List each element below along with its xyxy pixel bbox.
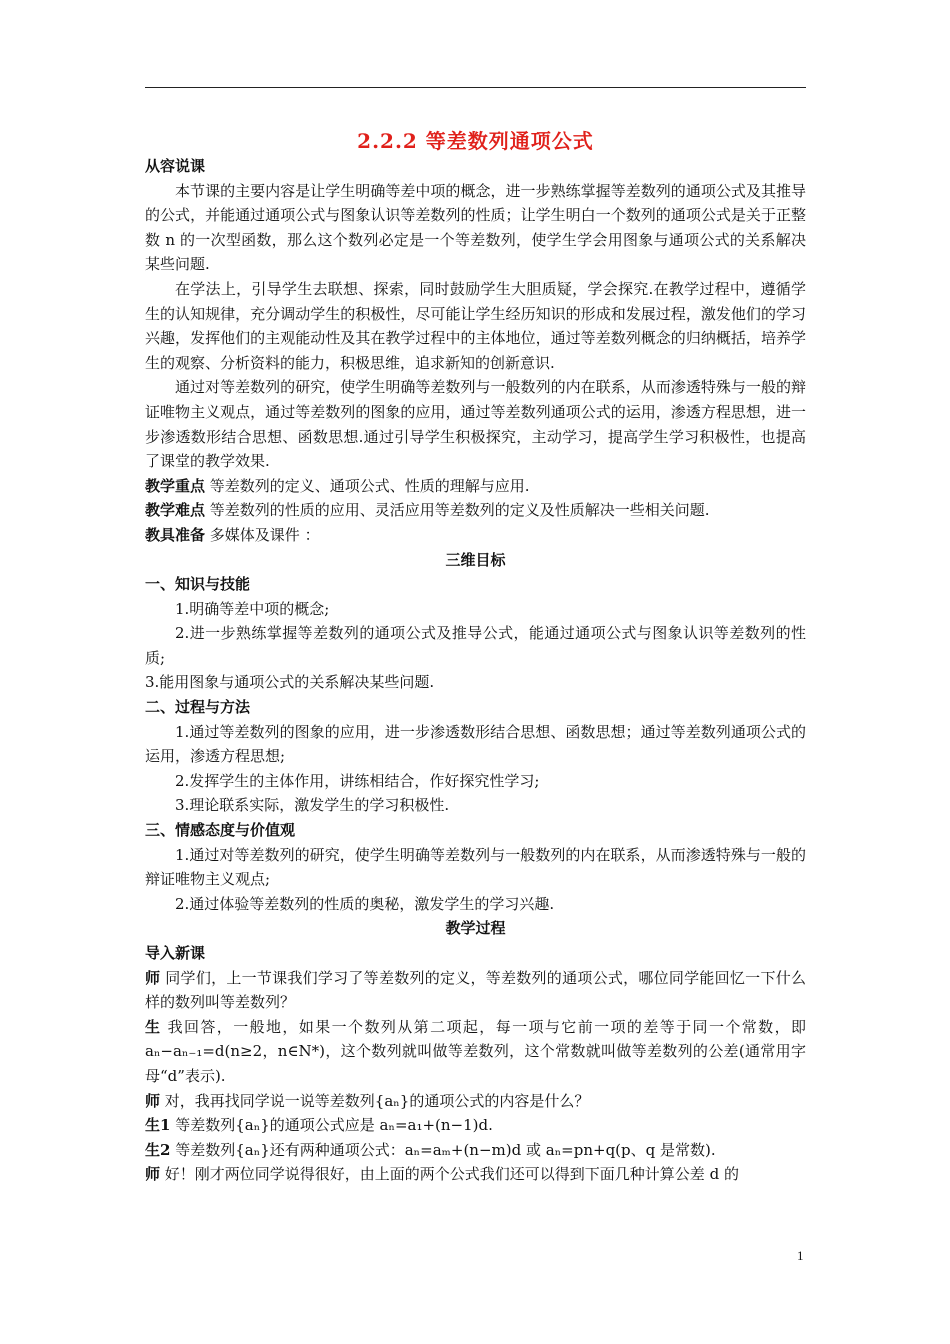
materials-text: 多媒体及课件 ： — [209, 525, 320, 544]
speaker: 生 — [145, 1017, 162, 1036]
utterance: 对，我再找同学说一说等差数列{aₙ}的通项公式的内容是什么？ — [164, 1091, 590, 1110]
utterance: 等差数列{aₙ}还有两种通项公式：aₙ=aₘ+(n−m)d 或 aₙ=pn+q(p、q 是常数). — [175, 1140, 716, 1159]
dialog-line — [145, 1138, 806, 1163]
process-heading: 教学过程 — [445, 919, 506, 938]
utterance: 我回答，一般地，如果一个数列从第二项起，每一项与它前一项的差等于同一个常数，即 aₙ−aₙ₋₁=d(n≥2，n∈N*)，这个数列就叫做等差数列，这个常数就叫做等差数列的公差(通常用字母“d”表示). — [145, 1017, 806, 1085]
goal-item: 3.能用图象与通项公式的关系解决某些问题. — [145, 673, 435, 692]
materials-label: 教具准备 — [145, 525, 206, 544]
intro-heading: 从容说课 — [145, 157, 206, 175]
materials — [145, 523, 806, 548]
page-number: 1 — [797, 1248, 804, 1263]
dialog-line — [145, 966, 806, 1015]
dialog-line — [145, 1089, 806, 1114]
difficulties-text: 等差数列的性质的应用、灵活应用等差数列的定义及性质解决一些相关问题. — [209, 501, 710, 520]
intro-paragraph: 在学法上，引导学生去联想、探索，同时鼓励学生大胆质疑，学会探究.在教学过程中，遵循学生的认知规律，充分调动学生的积极性，尽可能让学生经历知识的形成和发展过程，激发他们的学习兴趣，发挥他们的主观能动性及其在教学过程中的主体地位，通过等差数列概念的归纳概括，培养学生的观察、分析资料的能力，积极思维，追求新知的创新意识. — [145, 279, 806, 372]
speaker: 生1 — [145, 1116, 171, 1135]
utterance: 等差数列{aₙ}的通项公式应是 aₙ=a₁+(n−1)d. — [175, 1116, 493, 1135]
speaker: 师 — [145, 968, 161, 987]
goal-section-title: 二、过程与方法 — [145, 698, 251, 717]
difficulties-label: 教学难点 — [145, 501, 206, 520]
difficulties — [145, 498, 806, 523]
speaker: 师 — [145, 1165, 161, 1184]
key-points-text: 等差数列的定义、通项公式、性质的理解与应用. — [209, 476, 530, 495]
dialog-line — [145, 1015, 806, 1089]
key-points-label: 教学重点 — [145, 476, 206, 495]
header-rule — [145, 87, 806, 88]
goal-item: 1.通过等差数列的图象的应用，进一步渗透数形结合思想、函数思想；通过等差数列通项公式的运用，渗透方程思想; — [145, 722, 806, 766]
key-points — [145, 474, 806, 499]
goal-item: 2.进一步熟练掌握等差数列的通项公式及推导公式，能通过通项公式与图象认识等差数列的性质; — [145, 624, 806, 667]
goal-section-title: 三、情感态度与价值观 — [145, 821, 296, 840]
speaker: 生2 — [145, 1140, 171, 1159]
goal-item: 1.明确等差中项的概念; — [175, 599, 330, 618]
page-title: 2.2.2 等差数列通项公式 — [357, 129, 594, 153]
utterance: 同学们，上一节课我们学习了等差数列的定义，等差数列的通项公式，哪位同学能回忆一下什么样的数列叫等差数列？ — [145, 968, 806, 1012]
goals-heading: 三维目标 — [445, 550, 506, 569]
intro-paragraph: 通过对等差数列的研究，使学生明确等差数列与一般数列的内在联系，从而渗透特殊与一般的辩证唯物主义观点，通过等差数列的图象的应用，通过等差数列通项公式的运用，渗透方程思想，进一步渗透数形结合思想、函数思想.通过引导学生积极探究，主动学习，提高学生学习积极性，也提高了课堂的教学效果. — [145, 378, 806, 471]
dialog-line — [145, 1113, 806, 1138]
process-subheading: 导入新课 — [145, 944, 206, 962]
dialog-line — [145, 1162, 806, 1187]
goal-item: 2.通过体验等差数列的性质的奥秘，激发学生的学习兴趣. — [175, 894, 555, 913]
content — [145, 128, 806, 1187]
goal-item: 3.理论联系实际，激发学生的学习积极性. — [175, 796, 450, 815]
speaker: 师 — [145, 1091, 161, 1110]
goal-item: 2.发挥学生的主体作用，讲练相结合，作好探究性学习; — [175, 771, 540, 790]
goal-item: 1.通过对等差数列的研究，使学生明确等差数列与一般数列的内在联系，从而渗透特殊与一般的辩证唯物主义观点; — [145, 845, 806, 889]
intro-paragraph: 本节课的主要内容是让学生明确等差中项的概念，进一步熟练掌握等差数列的通项公式及其推导的公式，并能通过通项公式与图象认识等差数列的性质；让学生明白一个数列的通项公式是关于正整数 n 的一次型函数，那么这个数列必定是一个等差数列，使学生学会用图象与通项公式的关系解决某些问题. — [145, 181, 806, 274]
utterance: 好！刚才两位同学说得很好，由上面的两个公式我们还可以得到下面几种计算公差 d 的 — [164, 1165, 739, 1184]
goal-section-title: 一、知识与技能 — [145, 575, 251, 594]
